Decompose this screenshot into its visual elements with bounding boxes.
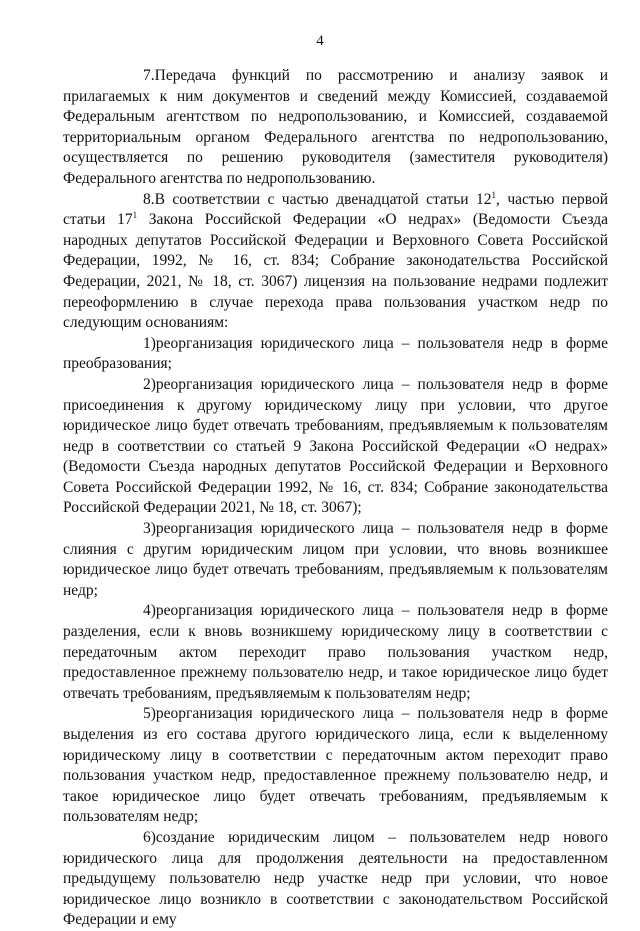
list-item-text: реорганизация юридического лица – пользователя недр в форме выделения из его состава другого юридического лица, если к выделенному юридическому лицу в соответствии с передаточным актом переходит право пользования участком недр, предоставленное прежнему пользователю недр, и такое юридическое лицо будет отвечать требованиям, предъявляемым к пользователям недр;: [63, 705, 608, 826]
paragraph-number: 7.: [143, 67, 155, 84]
paragraph-8: [63, 190, 608, 334]
paragraph-number: 8.: [143, 190, 155, 208]
superscript: 1: [491, 189, 497, 200]
list-item-text: реорганизация юридического лица – пользователя недр в форме присоединения к другому юридическому лицу при условии, что другое юридическое лицо будет отвечать требованиям, предъявляемым к пользователям недр в соответствии со статьей 9 Закона Российской Федерации «О недрах» (Ведомости Съезда народных депутатов Российской Федерации и Верховного Совета Российской Федерации 1992, № 16, ст. 834; Собрание законодательства Российской Федерации 2021, № 18, ст. 3067);: [63, 375, 608, 517]
list-item-3: [63, 519, 608, 601]
paragraph-text: В соответствии с частью двенадцатой статьи 12: [154, 190, 492, 208]
paragraph-text: , частью первой статьи 17: [63, 190, 608, 229]
list-item-number: 1): [143, 334, 156, 352]
list-item-4: [63, 601, 608, 704]
paragraph-text: Закона Российской Федерации «О недрах» (Ведомости Съезда народных депутатов Российской Федерации и Верховного Совета Российской Федерации, 1992, № 16, ст. 834; Собрание законодательства Российской Федерации, 2021, № 18, ст. 3067) лицензия на пользование недрами подлежит переоформлению в случае перехода права пользования участком недр по следующим основаниям:: [63, 211, 608, 332]
list-item-text: реорганизация юридического лица – пользователя недр в форме слияния с другим юридическим лицом при условии, что вновь возникшее юридическое лицо будет отвечать требованиям, предъявляемым к пользователям недр;: [63, 520, 608, 599]
list-item-number: 4): [143, 602, 156, 620]
list-item-6: [63, 828, 608, 931]
list-item-number: 3): [143, 520, 156, 538]
page-number: 4: [316, 33, 324, 49]
paragraph-7: [63, 66, 608, 190]
paragraph-text: Передача функций по рассмотрению и анализу заявок и прилагаемых к ним документов и сведений между Комиссией, создаваемой Федеральным агентством по недропользованию, и Комиссией, создаваемой территориальным органом Федерального агентства по недропользованию, осуществляется по решению руководителя (заместителя руководителя) Федерального агентства по недропользованию.: [63, 67, 608, 187]
list-item-text: реорганизация юридического лица – пользователя недр в форме преобразования;: [63, 334, 608, 373]
list-item-text: реорганизация юридического лица – пользователя недр в форме разделения, если к вновь возникшему юридическому лицу в соответствии с передаточным актом переходит право пользования участком недр, предоставленное прежнему пользователю недр, и такое юридическое лицо будет отвечать требованиям, предъявляемым к пользователям недр;: [63, 602, 608, 702]
list-item-number: 5): [143, 705, 156, 723]
list-item-2: [63, 375, 608, 519]
list-item-number: 2): [143, 375, 156, 393]
list-item-number: 6): [143, 828, 156, 846]
superscript: 1: [132, 210, 138, 221]
document-body: [63, 66, 608, 931]
list-item-text: создание юридическим лицом – пользователем недр нового юридического лица для продолжения деятельности на предоставленном предыдущему пользователю недр участке недр при условии, что новое юридическое лицо возникло в соответствии с законодательством Российской Федерации и ему: [63, 828, 608, 929]
list-item-5: [63, 704, 608, 828]
list-item-1: [63, 334, 608, 375]
